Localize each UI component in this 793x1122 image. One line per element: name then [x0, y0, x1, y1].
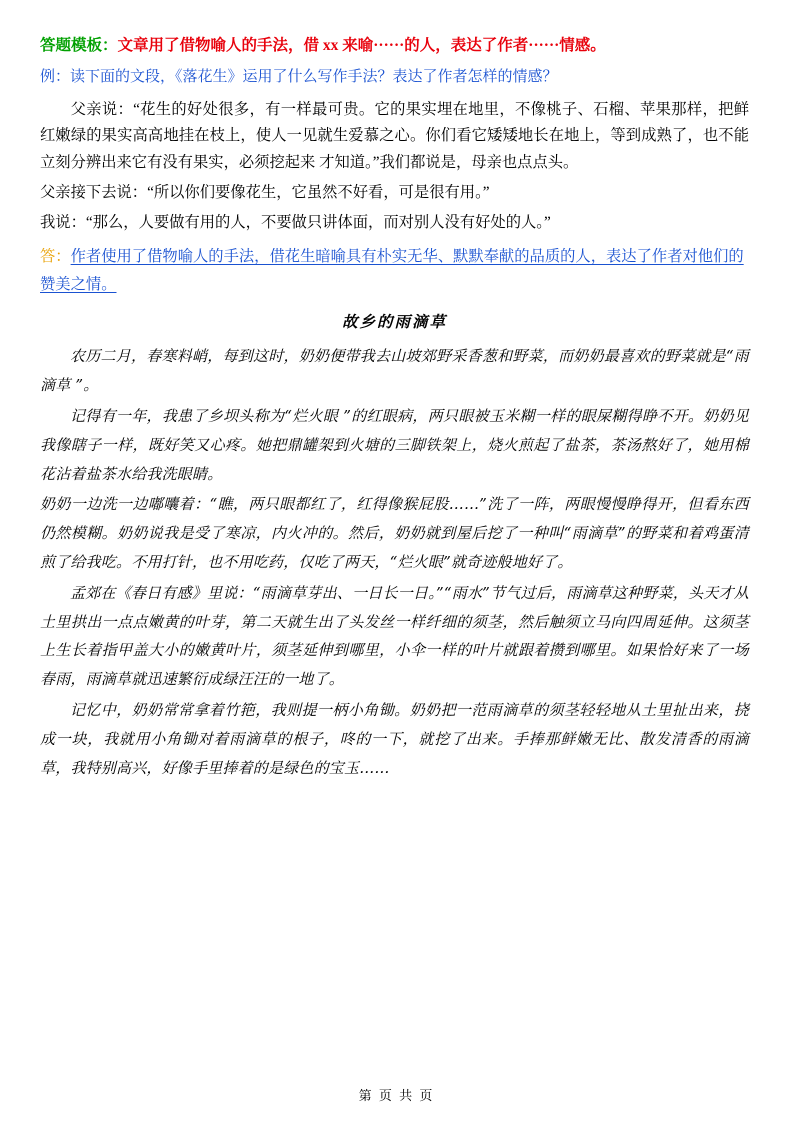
article-paragraph: 记忆中，奶奶常常拿着竹筢，我则提一柄小角锄。奶奶把一范雨滴草的须茎轻轻地从土里扯出来，挠成一块，我就用小角锄对着雨滴草的根子，咚的一下，就挖了出来。手捧那鲜嫩无比、散发清香的雨滴草，我特别高兴，好像手里捧着的是绿色的宝玉……: [40, 700, 749, 777]
article-paragraph: 农历二月，春寒料峭，每到这时，奶奶便带我去山坡郊野采香葱和野菜，而奶奶最喜欢的野菜就是“雨滴草 ”。: [40, 347, 749, 395]
article-title: 故乡的雨滴草: [341, 312, 447, 332]
example-question: 例：读下面的文段，《落花生》运用了什么写作手法？表达了作者怎样的情感？: [40, 69, 558, 86]
answer-template-line: [40, 34, 749, 57]
article-paragraph: 记得有一年，我患了乡坝头称为“烂火眼 ”的红眼病，两只眼被玉米糊一样的眼屎糊得睁不开。奶奶见我像瞎子一样，既好笑又心疼。她把鼎罐架到火塘的三脚铁架上，烧火煎起了盐茶，茶汤熬好了，她用棉花沾着盐茶水给我洗眼睛。: [40, 406, 749, 483]
passage-paragraph: 我说：“那么，人要做有用的人，不要做只讲体面，而对别人没有好处的人。”: [40, 213, 551, 231]
answer-label: 答：: [40, 248, 71, 266]
passage-paragraph: 父亲接下去说：“所以你们要像花生，它虽然不好看，可是很有用。”: [40, 183, 490, 201]
answer-block: [40, 243, 749, 298]
article-paragraph: 奶奶一边洗一边嘟囔着：“瞧，两只眼都红了，红得像猴屁股……”洗了一阵，两眼慢慢睁得开，但看东西仍然模糊。奶奶说我是受了寒凉，内火冲的。然后，奶奶就到屋后挖了一种叫“雨滴草”的野菜和着鸡蛋清煎了给我吃。不用打针，也不用吃药，仅吃了两天，“烂火眼”就奇迹般地好了。: [40, 495, 749, 571]
passage-paragraph: 父亲说：“花生的好处很多，有一样最可贵。它的果实埋在地里，不像桃子、石榴、苹果那样，把鲜红嫩绿的果实高高地挂在枝上，使人一见就生爱慕之心。你们看它矮矮地长在地上，等到成熟了，也不能立刻分辨出来它有没有果实，必须挖起来 才知道。”我们都说是，母亲也点点头。: [40, 100, 749, 172]
article-section: [40, 310, 749, 782]
article-paragraph: 孟郊在《春日有感》里说：“雨滴草芽出、一日长一日。”“雨水”节气过后，雨滴草这种野菜，头天才从土里拱出一点点嫩黄的叶芽，第二天就生出了头发丝一样纤细的须茎，然后触须立马向四周延伸。这须茎上生长着指甲盖大小的嫩黄叶片，须茎延伸到哪里，小伞一样的叶片就跟着攒到哪里。如果恰好来了一场春雨，雨滴草就迅速繁衍成绿汪汪的一地了。: [40, 583, 749, 689]
page-footer: 第 页 共 页: [358, 1088, 435, 1103]
answer-template-label: 答题模板：: [40, 37, 118, 54]
answer-template-body: 文章用了借物喻人的手法，借 xx 来喻······的人，表达了作者······情感。: [117, 37, 606, 54]
answer-text: 作者使用了借物喻人的手法，借花生暗喻具有朴实无华、默默奉献的品质的人，表达了作者对他们的赞美之情。: [40, 248, 744, 293]
